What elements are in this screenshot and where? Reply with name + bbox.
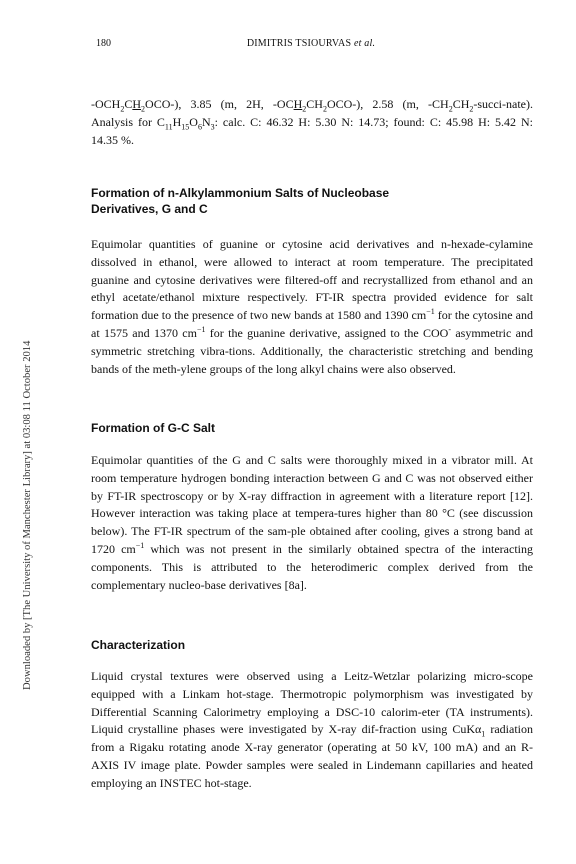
section-heading-characterization: Characterization [91,638,186,652]
intro-paragraph: $-OCH_2CH_2OCO-$), 3.85 (m, 2H, $-OCH_2CH_2OCO-$), 2.58 (m, $-CH_2CH_2-succi-nate$). Analysis for $C_{11}H_{15}O_6N_3$: calc. C: 46.32 H: 5.30 N: 14.73; found: C: 45.98 H: 5.42 N: 14.35 %. [91,97,533,147]
page-number: 180 [96,38,111,49]
section-paragraph-characterization: Liquid crystal textures were observed using a Leitz-Wetzlar polarizing micro-scope equipped with a Linkam hot-stage. Thermotropic polymorphism was investigated by Differential Scanning Calorimetry employing a DSC-10 calorim-eter (TA instruments). Liquid crystalline phases were investigated by X-ray dif-fraction using CuKα$_1$ radiation from a Rigaku rotating anode X-ray generator (operating at 50 kV, 100 mA) and an R-AXIS IV image plate. Powder samples were sealed in Lindemann capillaries and heated employing an INSTEC hot-stage. [91,669,533,790]
authors-etal: et al. [353,38,376,49]
section-heading-alkylammonium: Formation of n-Alkylammonium Salts of Nucleobase Derivatives, G and C [91,186,390,216]
section-paragraph-alkylammonium: Equimolar quantities of guanine or cytosine acid derivatives and n-hexade-cylamine dissolved in ethanol, were allowed to interact at room temperature. The precipitated guanine and cytosine derivatives were filtered-off and recrystallized from ethanol and an ethyl acetate/ethanol mixture respectively. FT-IR spectra provided evidence for salt formation due to the presence of two new bands at 1580 and 1390 $cm^{-1}$ for the cytosine and at 1575 and 1370 $cm^{-1}$ for the guanine derivative, assigned to the COO- asymmetric and symmetric stretching vibra-tions. Additionally, the characteristic stretching and bending bands of the meth-ylene groups of the long alkyl chains were also observed. [91,237,534,376]
authors-name: DIMITRIS TSIOURVAS [246,38,352,49]
section-heading-gc-salt: Formation of G-C Salt [91,421,215,435]
section-paragraph-gc-salt: Equimolar quantities of the G and C salts were thoroughly mixed in a vibrator mill. At room temperature hydrogen bonding interaction between G and C was not observed either by FT-IR spectroscopy or by X-ray diffraction in agreement with a literature report [12]. However interaction was taking place at tempera-tures higher than 80 °C (see discussion below). The FT-IR spectrum of the sam-ple obtained after cooling, gives a strong band at 1720 $cm^{-1}$ which was not present in the similarly obtained spectra of the interacting components. This is attributed to the heterodimeric complex derived from the complementary nucleo-base derivatives [8a]. [91,453,533,592]
download-watermark-text: Downloaded by [The University of Manchester Library] at 03:08 11 October 2014 [22,340,33,690]
running-head [96,38,526,54]
running-head-authors [96,38,526,49]
